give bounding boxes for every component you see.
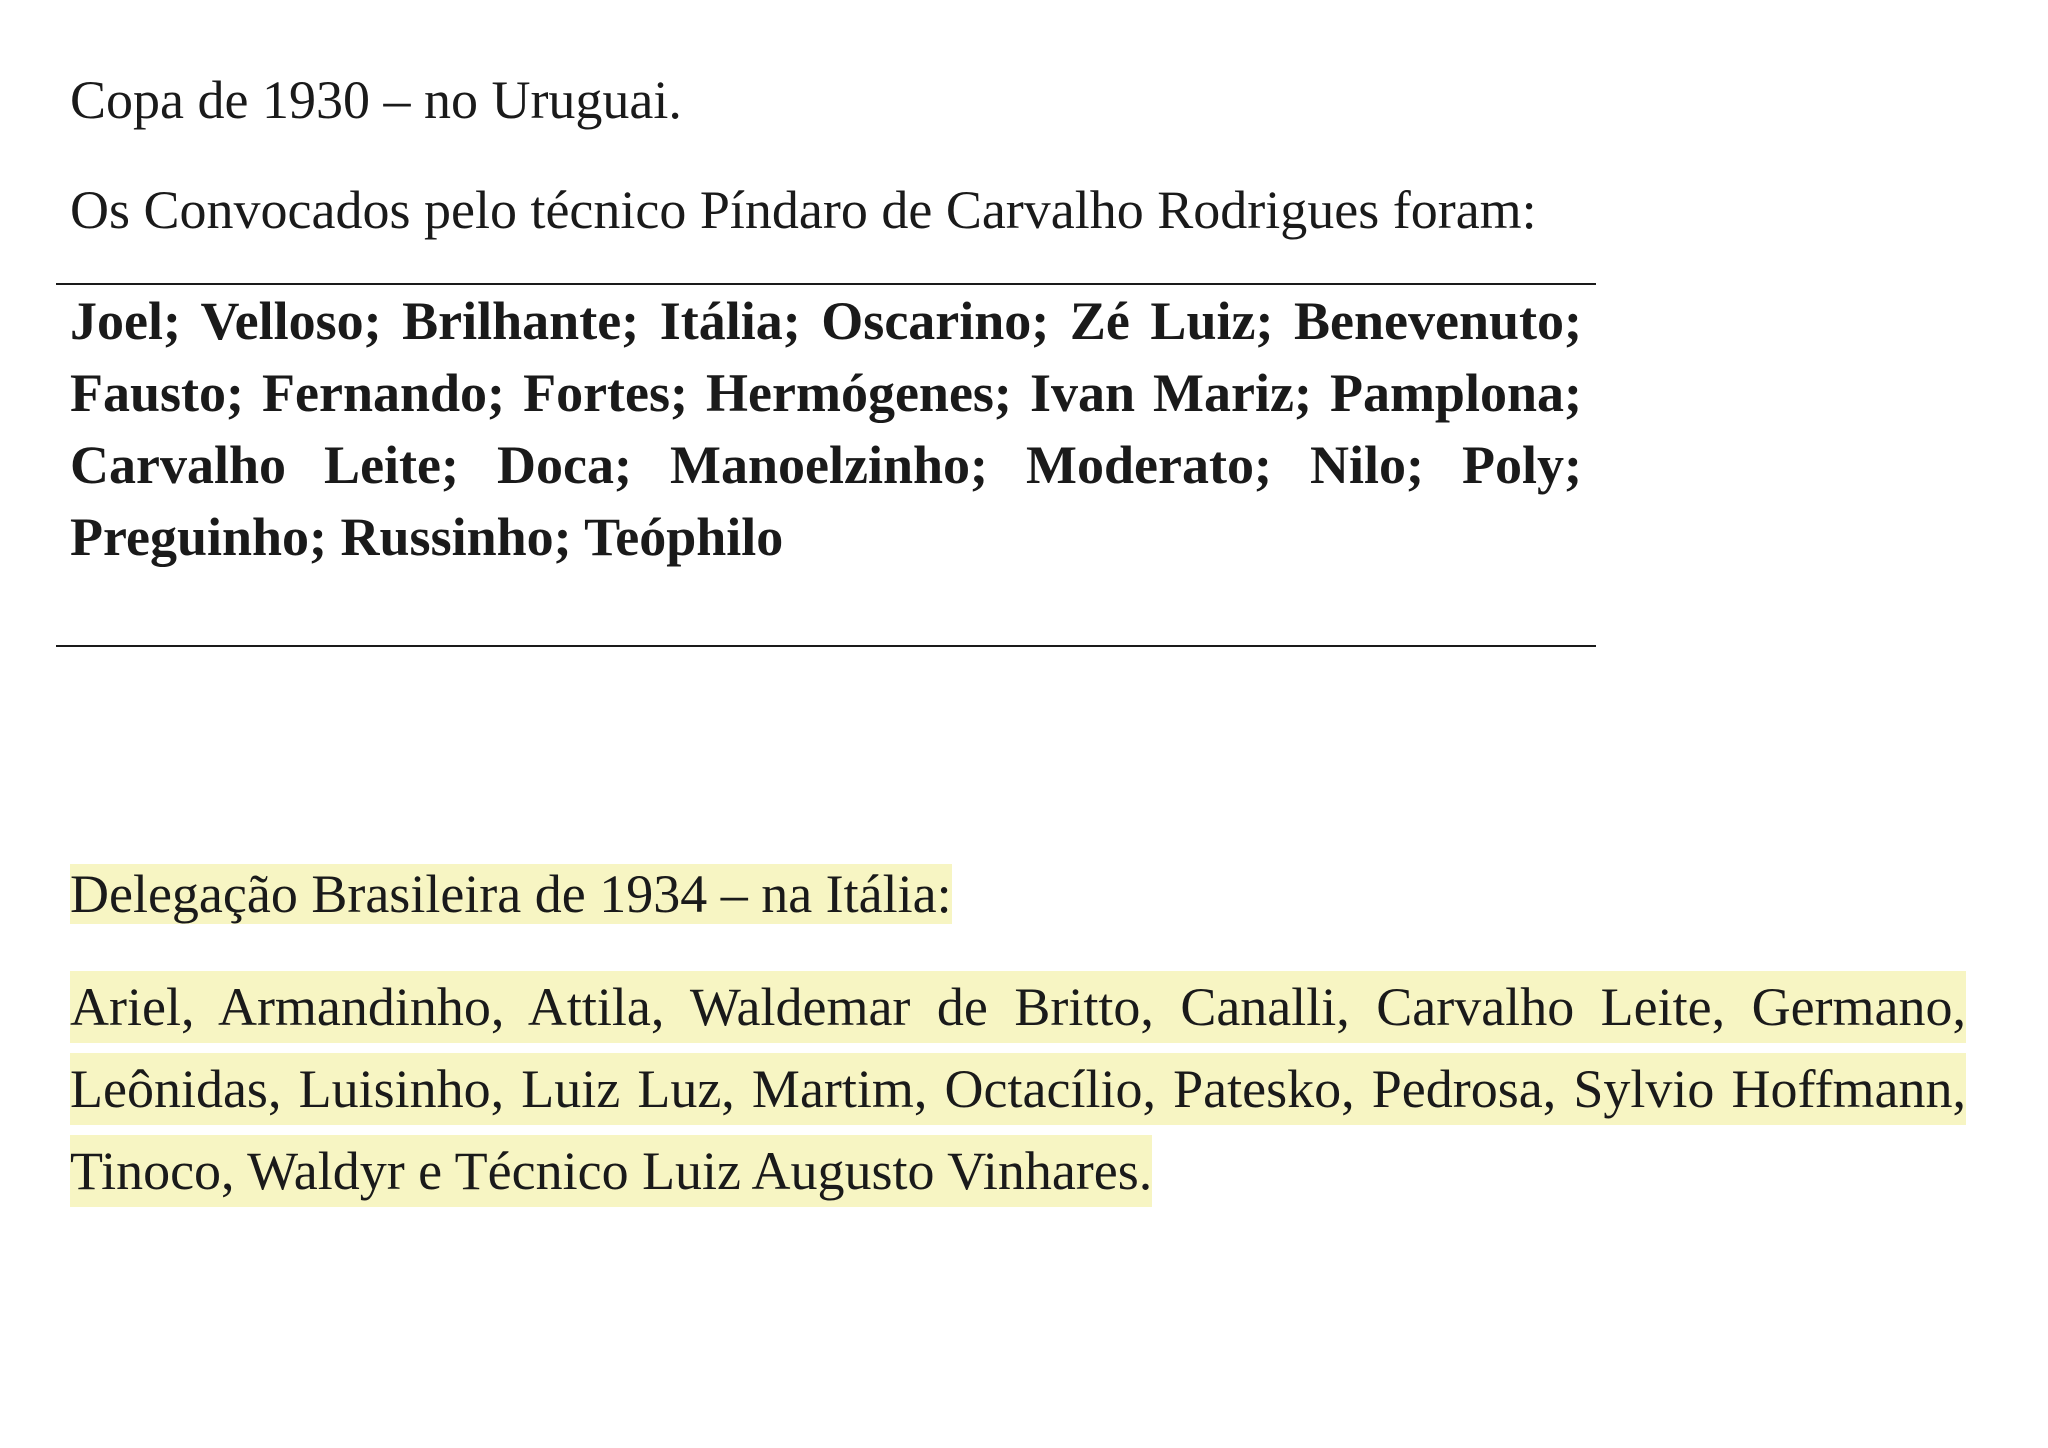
heading-1934-block: [70, 858, 952, 930]
squad-list-1934-block: [70, 966, 1966, 1212]
squad-list-1930: Joel; Velloso; Brilhante; Itália; Oscarino; Zé Luiz; Benevenuto; Fausto; Fernando; Fortes; Hermógenes; Ivan Mariz; Pamplona; Carvalho Leite; Doca; Manoelzinho; Moderato; Nilo; Poly; Preguinho; Russinho; Teóphilo: [70, 291, 1582, 567]
squad-bottom-rule: [56, 645, 1596, 647]
coach-line-1930: Os Convocados pelo técnico Píndaro de Carvalho Rodrigues foram:: [70, 180, 1537, 240]
squad-list-1934: Ariel, Armandinho, Attila, Waldemar de Britto, Canalli, Carvalho Leite, Germano, Leônidas, Luisinho, Luiz Luz, Martim, Octacílio, Patesko, Pedrosa, Sylvio Hoffmann, Tinoco, Waldyr e Técnico Luiz Augusto Vinhares.: [70, 971, 1966, 1207]
heading-1934: Delegação Brasileira de 1934 – na Itália:: [70, 864, 952, 924]
heading-1930: Copa de 1930 – no Uruguai.: [70, 70, 682, 130]
